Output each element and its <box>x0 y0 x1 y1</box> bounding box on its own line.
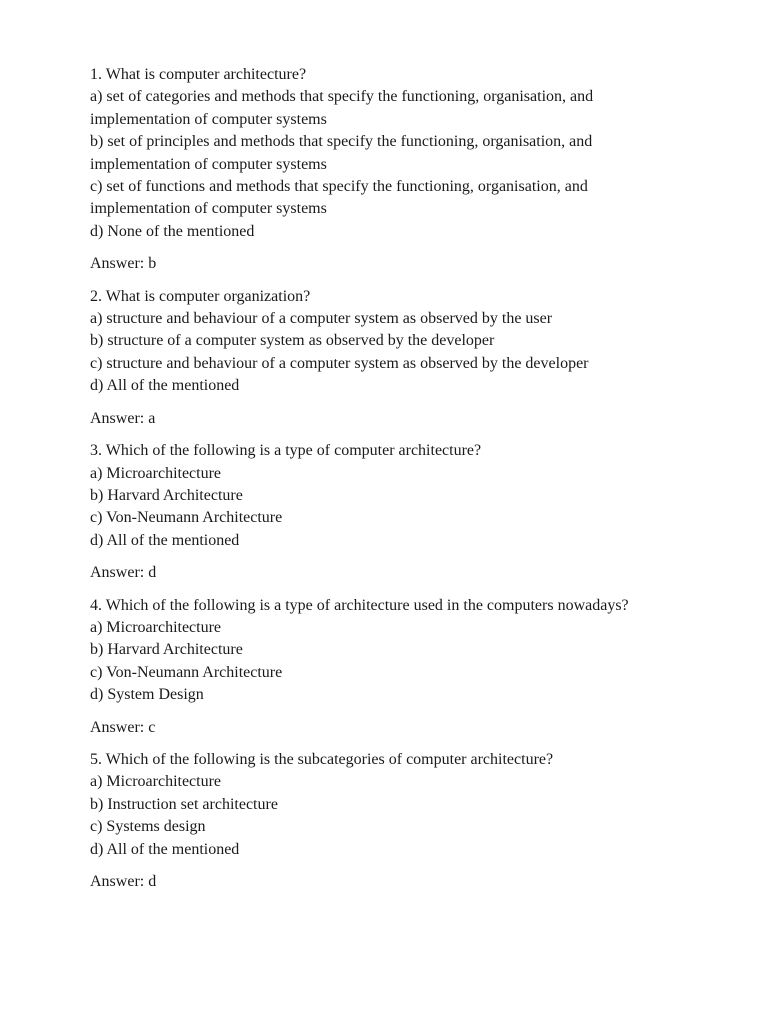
option-a: a) set of categories and methods that specify the functioning, organisation, and implementation of computer systems <box>90 88 594 128</box>
question-text: 5. Which of the following is the subcategories of computer architecture? <box>90 750 554 768</box>
question-3 <box>90 440 660 552</box>
answer-1: Answer: b <box>90 255 157 273</box>
option-b: b) Instruction set architecture <box>90 795 278 813</box>
option-a: a) Microarchitecture <box>90 618 222 636</box>
option-a: a) Microarchitecture <box>90 773 222 791</box>
option-b: b) Harvard Architecture <box>90 641 243 659</box>
option-c: c) structure and behaviour of a computer system as observed by the developer <box>90 354 589 372</box>
quiz-content <box>90 64 660 903</box>
option-d: d) All of the mentioned <box>90 531 240 549</box>
question-text: 4. Which of the following is a type of architecture used in the computers nowadays? <box>90 596 629 614</box>
question-1 <box>90 64 660 243</box>
question-4 <box>90 595 660 707</box>
answer-3: Answer: d <box>90 564 157 582</box>
answer-4: Answer: c <box>90 718 156 736</box>
question-text: 2. What is computer organization? <box>90 287 311 305</box>
answer-5: Answer: d <box>90 873 157 890</box>
question-2 <box>90 286 660 398</box>
option-c: c) Von-Neumann Architecture <box>90 663 283 681</box>
option-c: c) set of functions and methods that specify the functioning, organisation, and implementation of computer systems <box>90 178 588 218</box>
option-d: d) All of the mentioned <box>90 840 240 858</box>
option-c: c) Von-Neumann Architecture <box>90 509 283 527</box>
option-c: c) Systems design <box>90 818 206 836</box>
option-a: a) structure and behaviour of a computer system as observed by the user <box>90 310 553 328</box>
question-text: 1. What is computer architecture? <box>90 66 307 83</box>
option-a: a) Microarchitecture <box>90 464 222 482</box>
option-b: b) structure of a computer system as observed by the developer <box>90 332 495 350</box>
question-text: 3. Which of the following is a type of computer architecture? <box>90 442 482 460</box>
question-5 <box>90 749 660 861</box>
answer-2: Answer: a <box>90 409 156 427</box>
option-b: b) set of principles and methods that specify the functioning, organisation, and implementation of computer systems <box>90 133 593 173</box>
option-b: b) Harvard Architecture <box>90 486 243 504</box>
option-d: d) All of the mentioned <box>90 377 240 395</box>
option-d: d) None of the mentioned <box>90 222 255 240</box>
option-d: d) System Design <box>90 686 204 704</box>
